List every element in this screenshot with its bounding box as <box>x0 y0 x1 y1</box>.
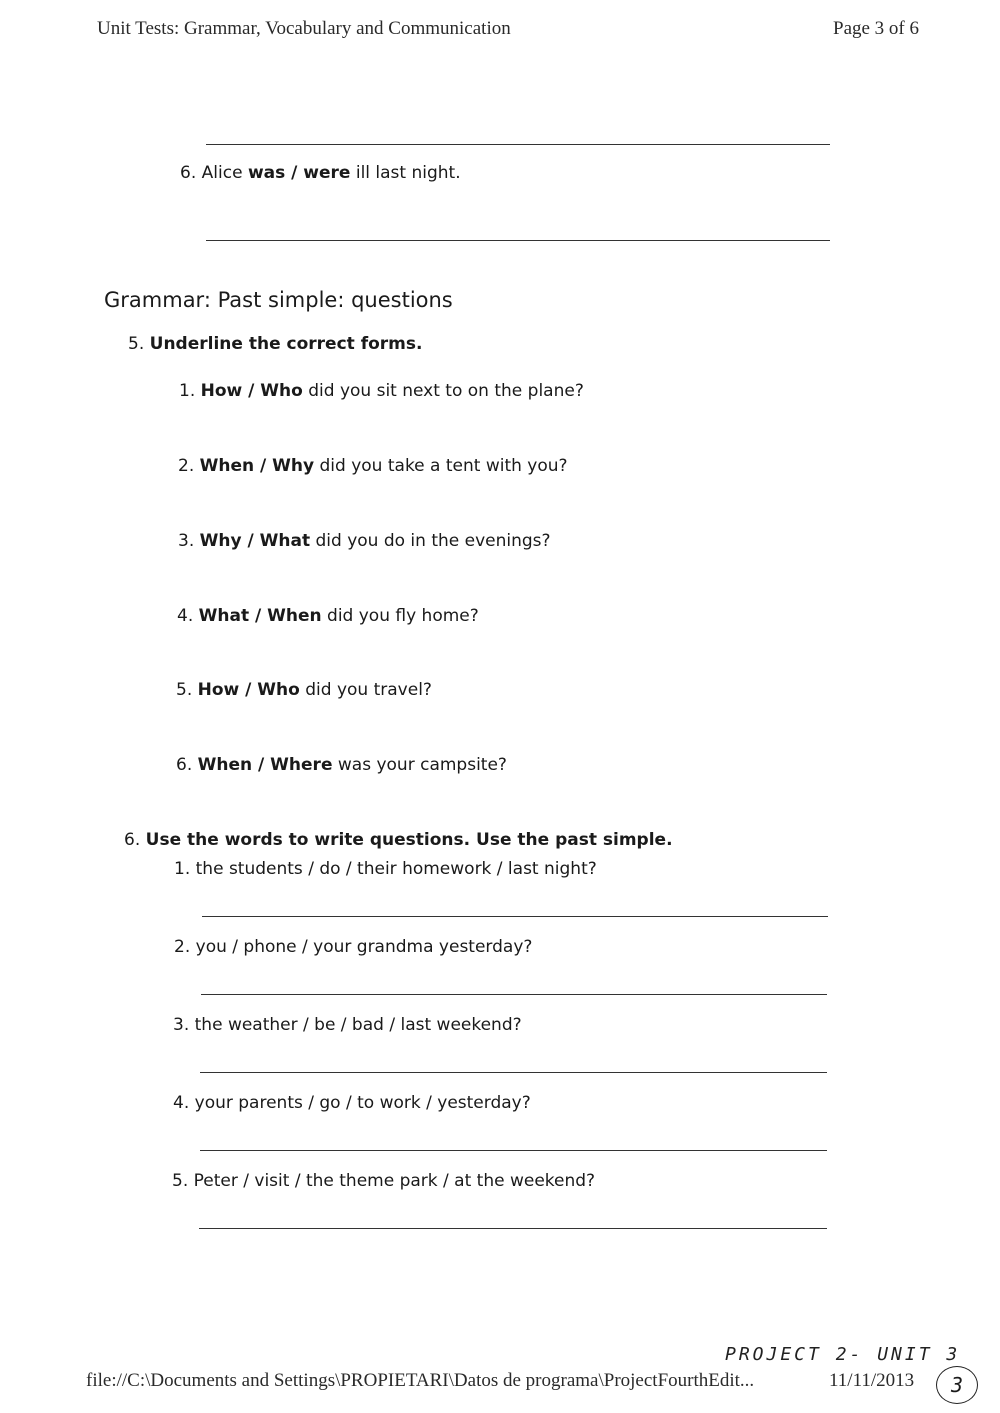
ex5-item-4[interactable] <box>177 606 479 626</box>
item-text: your parents / go / to work / yesterday? <box>194 1093 531 1113</box>
ex5-item-2[interactable] <box>178 456 568 476</box>
ex5-item-3[interactable] <box>178 531 551 551</box>
circled-page-number: 3 <box>936 1366 978 1404</box>
item-options[interactable]: When / Where <box>197 755 333 775</box>
item-number: 2. <box>174 937 191 957</box>
item-text: did you sit next to on the plane? <box>302 381 584 401</box>
item-number: 3. <box>178 531 195 551</box>
item-number: 6. <box>180 163 197 183</box>
item-options[interactable]: How / Who <box>200 381 303 401</box>
ex5-item-6[interactable] <box>176 755 507 775</box>
ex5-item-1[interactable] <box>179 381 584 401</box>
item-text: did you do in the evenings? <box>310 531 551 551</box>
footer-date: 11/11/2013 <box>829 1370 915 1391</box>
exercise-number: 5. <box>128 334 145 354</box>
item-text: did you fly home? <box>321 606 479 626</box>
item-options[interactable]: What / When <box>198 606 322 626</box>
answer-line[interactable] <box>200 1150 827 1151</box>
section-title: Grammar: Past simple: questions <box>104 288 453 312</box>
item-text: the students / do / their homework / last night? <box>195 859 597 879</box>
item-options: was / were <box>247 163 351 183</box>
ex6-item-3 <box>173 1015 522 1035</box>
ex6-item-4 <box>173 1093 531 1113</box>
item-options[interactable]: How / Who <box>197 680 300 700</box>
ex6-item-1 <box>174 859 597 879</box>
answer-line[interactable] <box>200 1072 827 1073</box>
ex5-item-5[interactable] <box>176 680 432 700</box>
answer-line[interactable] <box>206 144 830 145</box>
item-text-pre: Alice <box>201 163 248 183</box>
ex6-item-2 <box>174 937 532 957</box>
item-text: Peter / visit / the theme park / at the weekend? <box>193 1171 596 1191</box>
instruction-text: Use the words to write questions. Use the past simple. <box>145 830 673 850</box>
item-number: 4. <box>173 1093 190 1113</box>
item-number: 1. <box>174 859 191 879</box>
answer-line[interactable] <box>201 994 827 995</box>
item-number: 5. <box>176 680 193 700</box>
footer-path: file://C:\Documents and Settings\PROPIETARI\Datos de programa\ProjectFourthEdit... <box>86 1370 755 1391</box>
prev-item <box>180 163 461 183</box>
item-options[interactable]: When / Why <box>199 456 315 476</box>
answer-line[interactable] <box>206 240 830 241</box>
ex5-instruction <box>128 334 422 354</box>
exercise-number: 6. <box>124 830 141 850</box>
header-title: Unit Tests: Grammar, Vocabulary and Communication <box>97 18 511 39</box>
item-number: 1. <box>179 381 196 401</box>
item-text: you / phone / your grandma yesterday? <box>195 937 533 957</box>
item-number: 5. <box>172 1171 189 1191</box>
item-text: was your campsite? <box>332 755 507 775</box>
item-number: 2. <box>178 456 195 476</box>
answer-line[interactable] <box>199 1228 827 1229</box>
item-number: 4. <box>177 606 194 626</box>
instruction-text: Underline the correct forms. <box>149 334 423 354</box>
handwritten-note: PROJECT 2- UNIT 3 <box>725 1344 961 1365</box>
item-options[interactable]: Why / What <box>199 531 311 551</box>
ex6-instruction <box>124 830 673 850</box>
page-number: Page 3 of 6 <box>833 18 920 39</box>
item-text-post: ill last night. <box>350 163 461 183</box>
item-text: did you travel? <box>299 680 432 700</box>
item-number: 3. <box>173 1015 190 1035</box>
item-text: did you take a tent with you? <box>314 456 568 476</box>
item-number: 6. <box>176 755 193 775</box>
item-text: the weather / be / bad / last weekend? <box>194 1015 522 1035</box>
ex6-item-5 <box>172 1171 595 1191</box>
answer-line[interactable] <box>202 916 828 917</box>
